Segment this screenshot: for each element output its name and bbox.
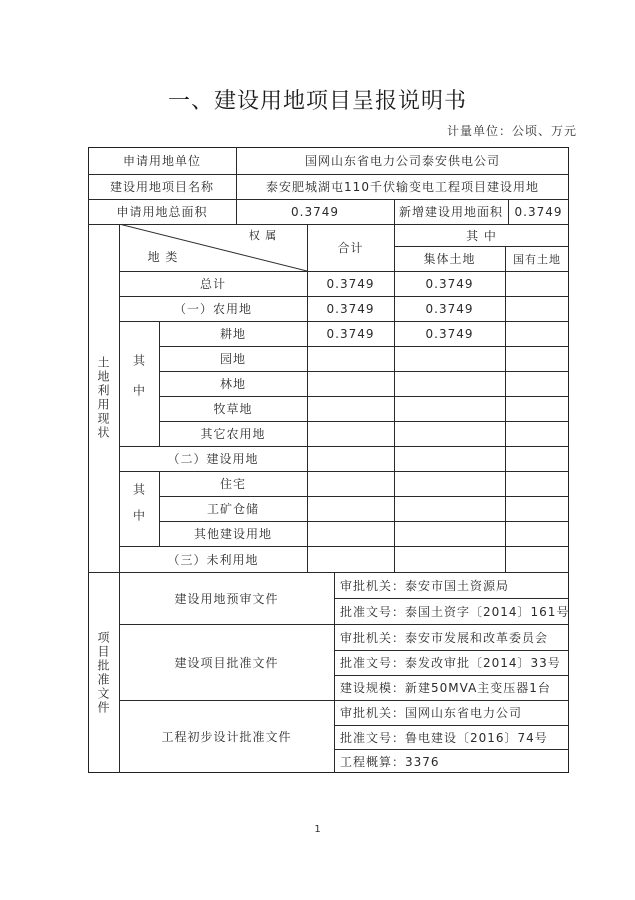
unit-label: 计量单位：公顷、万元 <box>446 124 577 138</box>
design-approval-doc-no: 批准文号：鲁电建设〔2016〕74号 <box>340 730 548 745</box>
of-which-header: 其 中 <box>466 228 497 243</box>
of-which-construction-label: 其中 <box>131 482 146 535</box>
cell-agricultural-total: 0.3749 <box>326 301 375 316</box>
applicant-value: 国网山东省电力公司泰安供电公司 <box>304 154 500 168</box>
state-header: 国有土地 <box>513 252 561 266</box>
cell-total-total: 0.3749 <box>326 276 375 291</box>
project-approval-authority: 审批机关：泰安市发展和改革委员会 <box>340 630 549 645</box>
pre-review-doc-no: 批准文号：泰国土资字〔2014〕161号 <box>340 604 570 619</box>
new-area-label: 新增建设用地面积 <box>398 205 503 219</box>
row-label-forest: 林地 <box>219 377 246 391</box>
row-label-total: 总计 <box>199 277 226 291</box>
ownership-header: 权 属 <box>248 229 278 242</box>
cell-total-collective: 0.3749 <box>425 276 474 291</box>
cell-agricultural-collective: 0.3749 <box>425 301 474 316</box>
pre-review-authority: 审批机关：泰安市国土资源局 <box>340 578 510 593</box>
project-approval-doc-no: 批准文号：泰发改审批〔2014〕33号 <box>340 656 561 670</box>
land-type-header: 地 类 <box>147 249 179 264</box>
applicant-label: 申请用地单位 <box>122 154 201 168</box>
row-label-cultivated: 耕地 <box>219 327 246 341</box>
report-table <box>88 147 569 773</box>
rule <box>505 246 506 572</box>
collective-header: 集体土地 <box>423 252 476 266</box>
project-approval-label: 建设项目批准文件 <box>174 655 279 670</box>
project-name-value: 泰安肥城湖屯110千伏输变电工程项目建设用地 <box>266 180 539 194</box>
total-area-label: 申请用地总面积 <box>116 205 208 219</box>
cell-cultivated-collective: 0.3749 <box>425 326 474 341</box>
design-approval-label: 工程初步设计批准文件 <box>161 730 292 744</box>
cell-cultivated-total: 0.3749 <box>326 326 375 341</box>
row-label-grassland: 牧草地 <box>213 402 253 416</box>
design-approval-budget: 工程概算：3376 <box>340 754 440 769</box>
row-label-garden: 园地 <box>219 352 246 366</box>
new-area-value: 0.3749 <box>514 204 563 219</box>
page-title: 一、建设用地项目呈报说明书 <box>167 89 467 114</box>
row-label-residential: 住宅 <box>219 477 246 491</box>
design-approval-authority: 审批机关：国网山东省电力公司 <box>340 706 523 720</box>
row-label-unused: （三）未利用地 <box>167 552 259 567</box>
row-label-other-agri: 其它农用地 <box>200 427 266 441</box>
of-which-agri-label: 其中 <box>131 353 146 414</box>
row-label-industrial: 工矿仓储 <box>206 502 259 516</box>
project-approval-scale: 建设规模：新建50MVA主变压器1台 <box>340 681 551 695</box>
project-name-label: 建设用地项目名称 <box>109 180 214 194</box>
land-use-section-label: 土地利用现状 <box>96 356 110 440</box>
page-number: 1 <box>314 824 321 835</box>
row-label-agricultural: （一）农用地 <box>173 302 252 316</box>
row-label-other-construction: 其他建设用地 <box>193 527 272 541</box>
total-header: 合计 <box>337 241 364 255</box>
total-area-value: 0.3749 <box>291 204 339 219</box>
approval-section-label: 项目批准文件 <box>96 630 110 715</box>
row-label-construction: （二）建设用地 <box>167 452 259 466</box>
pre-review-label: 建设用地预审文件 <box>174 591 279 606</box>
